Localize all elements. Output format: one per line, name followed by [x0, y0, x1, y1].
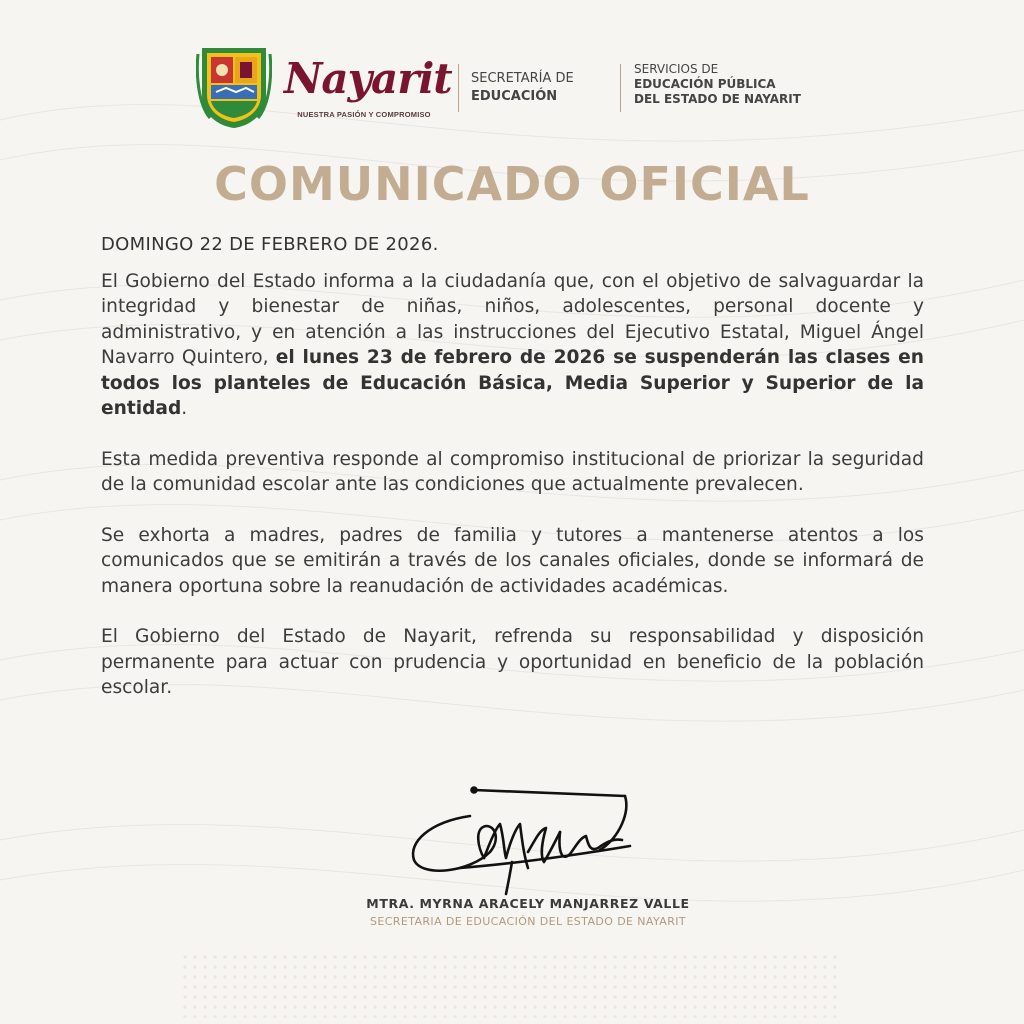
secretaria-line-1: SECRETARÍA DE	[471, 71, 574, 86]
signer-role: SECRETARIA DE EDUCACIÓN DEL ESTADO DE NAYARIT	[369, 915, 687, 928]
brand-name: Nayarit	[284, 54, 452, 103]
servicios-line-2: EDUCACIÓN PÚBLICA	[634, 77, 776, 91]
header-divider	[620, 64, 621, 112]
decorative-footer-pattern	[180, 952, 840, 1018]
paragraph-2: Esta medida preventiva responde al compromiso institucional de priorizar la seguridad de la comunidad escolar ante las condiciones que actualmente prevalecen.	[101, 448, 924, 495]
secretaria-line-2: EDUCACIÓN	[471, 89, 558, 104]
nayarit-coat-of-arms-logo	[196, 44, 272, 130]
communique-body	[101, 232, 924, 726]
servicios-line-3: DEL ESTADO DE NAYARIT	[634, 92, 801, 106]
header	[196, 44, 836, 134]
handwritten-signature	[400, 782, 650, 902]
servicios-line-1: SERVICIOS DE	[634, 62, 719, 76]
communique-date: DOMINGO 22 DE FEBRERO DE 2026.	[101, 234, 439, 255]
nayarit-brand-logo	[284, 54, 452, 124]
paragraph-1	[101, 269, 924, 422]
brand-tagline: NUESTRA PASIÓN Y COMPROMISO	[297, 110, 431, 119]
paragraph-1-end: .	[181, 398, 188, 419]
paragraph-1-intro: El Gobierno del Estado informa a la ciudadanía que, con el objetivo de salvaguardar la integridad y bienestar de niñas, niños, adolescentes, personal docente y administrativo, y en atención a las instrucciones del Ejecutivo Estatal, Miguel Ángel Navarro Quintero,	[101, 270, 924, 368]
header-divider	[458, 64, 459, 112]
page-title: COMUNICADO OFICIAL	[214, 157, 810, 211]
paragraph-3: Se exhorta a madres, padres de familia y tutores a mantenerse atentos a los comunicados que se emitirán a través de los canales oficiales, donde se informará de manera oportuna sobre la reanudación de actividades académicas.	[101, 524, 924, 597]
paragraph-4: El Gobierno del Estado de Nayarit, refrenda su responsabilidad y disposición permanente para actuar con prudencia y oportunidad en beneficio de la población escolar.	[101, 626, 924, 698]
signer-name: MTRA. MYRNA ARACELY MANJARREZ VALLE	[366, 896, 690, 911]
secretaria-label	[471, 70, 611, 106]
servicios-label	[634, 62, 844, 107]
paragraph-1-highlight: el lunes 23 de febrero de 2026 se suspenderán las clases en todos los planteles de Educación Básica, Media Superior y Superior de la entidad	[101, 347, 924, 419]
